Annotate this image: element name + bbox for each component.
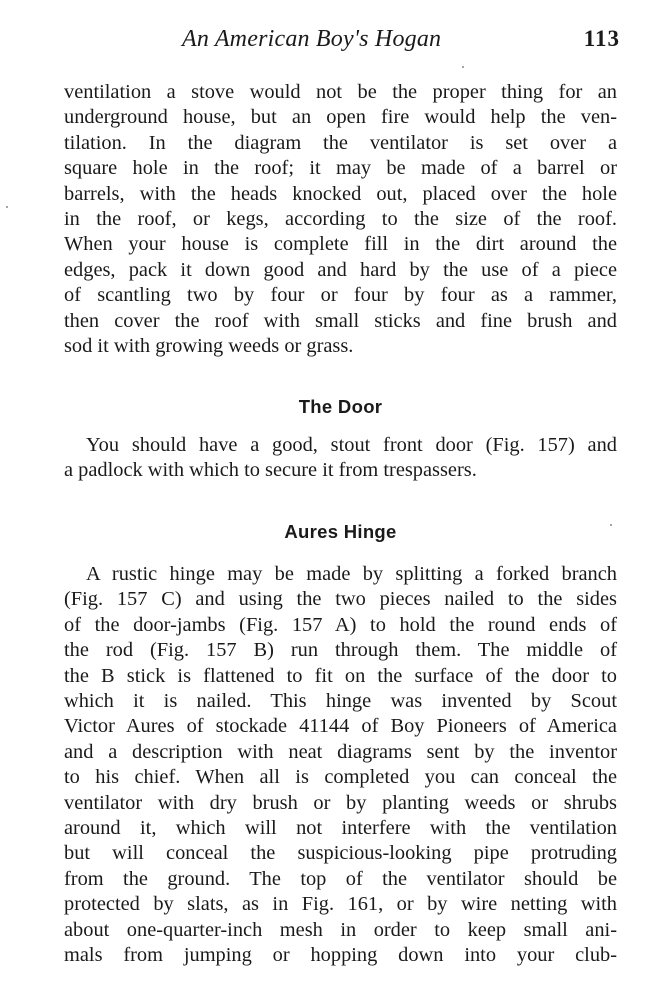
section-heading-the-door: The Door: [298, 396, 383, 417]
text-line: sod it with growing weeds or grass.: [64, 335, 354, 358]
scan-speck: [610, 524, 612, 526]
paragraph-door: [64, 433, 617, 484]
paragraph-hinge: [64, 562, 617, 969]
text-line: Victor Aures of stockade 41144 of Boy Pioneers of America: [64, 715, 617, 738]
scan-speck: [6, 206, 8, 208]
text-line: You should have a good, stout front door (Fig. 157) and: [86, 434, 617, 456]
text-line: but will conceal the suspicious-looking pipe protruding: [64, 842, 617, 865]
text-line: from the ground. The top of the ventilator should be: [64, 867, 617, 890]
text-line: tilation. In the diagram the ventilator is set over a: [64, 131, 617, 154]
text-line: barrels, with the heads knocked out, placed over the hole: [64, 182, 617, 205]
text-line: (Fig. 157 C) and using the two pieces nailed to the sides: [64, 588, 617, 611]
text-line: which it is nailed. This hinge was invented by Scout: [64, 690, 617, 713]
text-line: protected by slats, as in Fig. 161, or by wire netting with: [64, 893, 617, 916]
text-line: ventilation a stove would not be the proper thing for an: [64, 81, 617, 103]
text-line: ventilator with dry brush or by planting weeds or shrubs: [64, 791, 617, 814]
text-line: When your house is complete fill in the dirt around the: [64, 233, 617, 256]
running-head: [64, 26, 620, 60]
text-line: of scantling two by four or four by four as a rammer,: [64, 284, 617, 307]
text-line: A rustic hinge may be made by splitting a forked branch: [86, 563, 617, 585]
text-line: and a description with neat diagrams sent by the inventor: [64, 740, 617, 763]
text-line: the rod (Fig. 157 B) run through them. The middle of: [64, 639, 617, 662]
text-line: around it, which will not interfere with the ventilation: [64, 817, 617, 840]
text-line: then cover the roof with small sticks and fine brush and: [64, 309, 617, 332]
text-line: the B stick is flattened to fit on the surface of the door to: [64, 664, 617, 687]
text-line: square hole in the roof; it may be made of a barrel or: [64, 157, 617, 180]
page-number: 113: [583, 26, 620, 51]
running-title: An American Boy's Hogan: [182, 26, 442, 52]
text-line: of the door-jambs (Fig. 157 A) to hold the round ends of: [64, 613, 617, 636]
text-line: a padlock with which to secure it from trespassers.: [64, 459, 477, 482]
scan-speck: [462, 66, 464, 68]
text-line: underground house, but an open fire would help the ven-: [64, 106, 617, 129]
paragraph-ventilation: [64, 80, 617, 359]
section-heading-aures-hinge: Aures Hinge: [284, 521, 397, 542]
text-line: about one-quarter-inch mesh in order to keep small ani-: [64, 918, 617, 941]
text-line: mals from jumping or hopping down into your club-: [64, 944, 617, 967]
text-line: to his chief. When all is completed you can conceal the: [64, 766, 617, 789]
text-line: edges, pack it down good and hard by the use of a piece: [64, 258, 617, 281]
text-line: in the roof, or kegs, according to the size of the roof.: [64, 208, 617, 231]
